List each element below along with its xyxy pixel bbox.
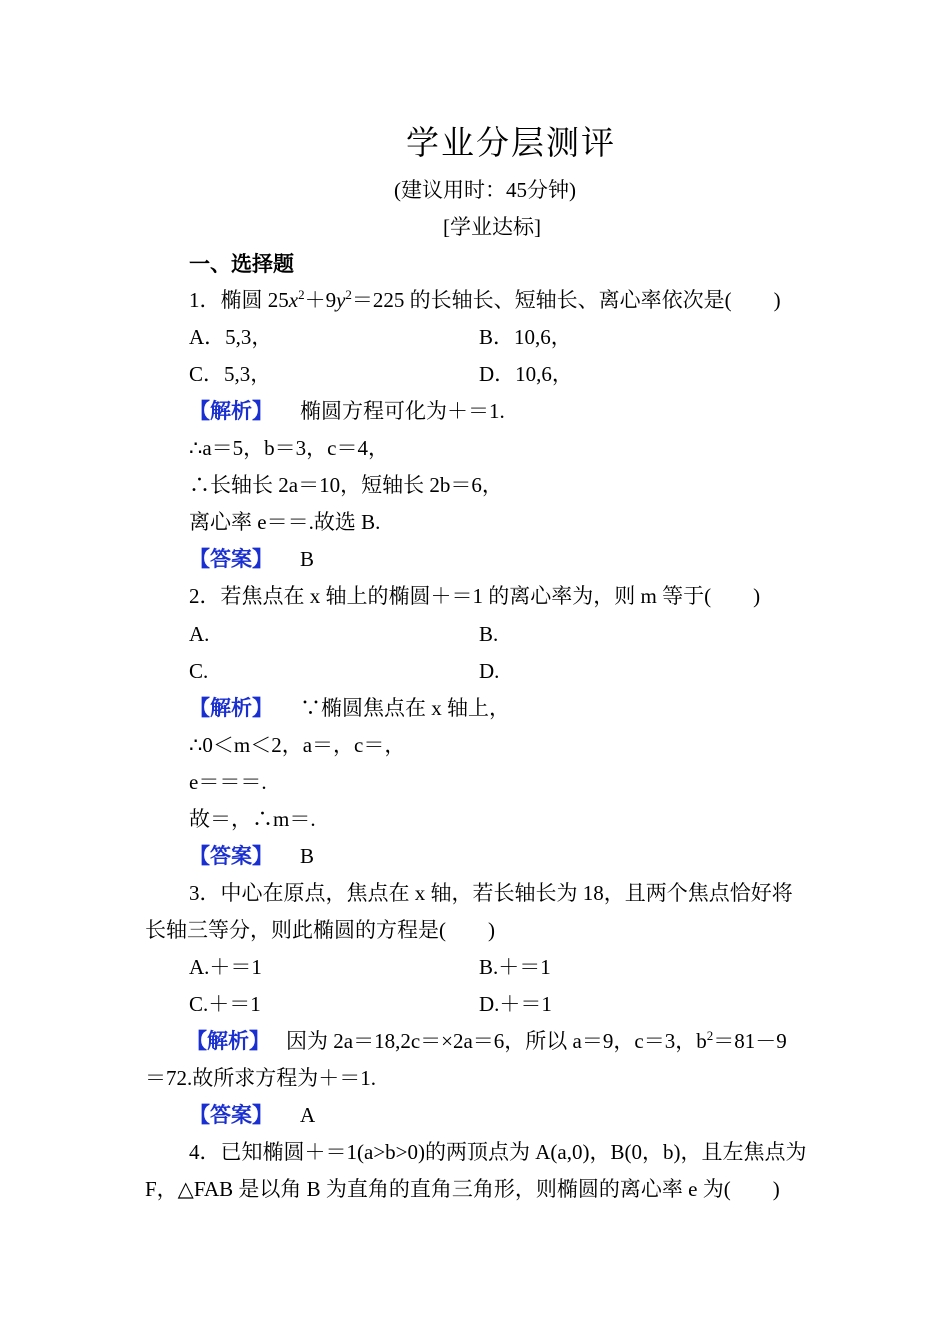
q3-stem-1: 3．中心在原点，焦点在 x 轴，若长轴长为 18，且两个焦点恰好将 [189,881,793,905]
q1-option-d: D．10,6， [479,362,573,386]
q1-answer-tag: 【答案】 [189,547,273,571]
page-title: 学业分层测评 [406,126,616,162]
q1-analysis-2: ∴a＝5，b＝3，c＝4， [189,436,390,460]
q3-analysis-tag: 【解析】 [186,1029,270,1053]
q3-option-d: D.＋＝1 [479,992,552,1016]
q1-option-b: B．10,6， [479,325,572,349]
q3-analysis-2: ＝72.故所求方程为＋＝1. [145,1066,376,1090]
q4-stem-2: F，△FAB 是以角 B 为直角的直角三角形，则椭圆的离心率 e 为( ) [145,1177,780,1201]
q3-stem-2: 长轴三等分，则此椭圆的方程是( ) [145,918,495,942]
q3-option-b: B.＋＝1 [479,955,551,979]
q1-analysis-3: ∴长轴长 2a＝10，短轴长 2b＝6， [189,473,503,497]
q3-option-c: C.＋＝1 [189,992,261,1016]
q4-stem-1: 4．已知椭圆＋＝1(a>b>0)的两顶点为 A(a,0)，B(0，b)，且左焦点为 [189,1140,807,1164]
q2-option-b: B. [479,622,499,646]
q1-stem: 1．椭圆 $25x^2+9y^2=225$ 的长轴长、短轴长、离心率依次是( ) [189,287,781,312]
part-heading: 一、选择题 [189,252,294,276]
q1-analysis-4: 离心率 e＝＝.故选 B. [189,510,381,534]
q3-option-a: A.＋＝1 [189,955,262,979]
q2-answer-tag: 【答案】 [189,844,273,868]
q1-option-a: A．5,3， [189,325,273,349]
q2-stem: 2．若焦点在 x 轴上的椭圆＋＝1 的离心率为，则 m 等于( ) [189,584,761,608]
q2-analysis-1: ∵椭圆焦点在 x 轴上， [300,696,510,720]
q2-option-d: D. [479,659,500,683]
q2-analysis-tag: 【解析】 [189,696,273,720]
q2-analysis-3: e＝＝＝. [189,770,267,794]
q2-answer: B [300,844,315,868]
q1-analysis-1: 椭圆方程可化为＋＝1. [300,399,505,423]
q1-analysis-tag: 【解析】 [189,399,273,423]
q2-analysis-2: ∴0＜m＜2，a＝，c＝， [189,733,406,757]
q3-answer-tag: 【答案】 [189,1103,273,1127]
time-note: (建议用时：45分钟) [394,178,576,202]
q2-analysis-4: 故＝，∴m＝. [189,807,316,831]
q2-option-a: A. [189,622,210,646]
q2-option-c: C. [189,659,209,683]
q3-analysis-1: 因为 2a＝18,2c＝×2a＝6，所以 a＝9，c＝3，$b^2=81-9$ [286,1028,787,1053]
section-label: [学业达标] [443,215,541,239]
q1-answer: B [300,547,315,571]
q3-answer: A [300,1103,316,1127]
q1-option-c: C．5,3， [189,362,272,386]
